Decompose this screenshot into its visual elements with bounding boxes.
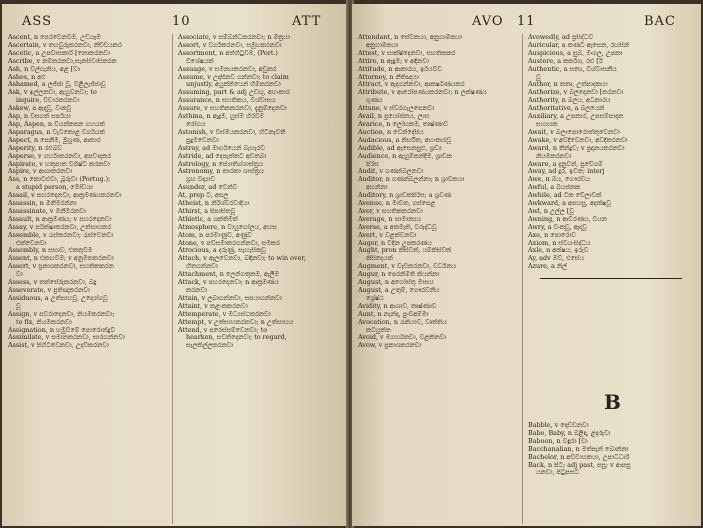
dictionary-entry-line: වූ [536, 73, 541, 81]
dictionary-entry-line: හිතගන්නවා [186, 263, 218, 271]
left-page [2, 4, 348, 526]
dictionary-entry-line: Attaint, v කළංකකරනවා [178, 302, 248, 310]
dictionary-entry-line: Aver, v සහතිකකරනවා [358, 207, 423, 215]
dictionary-entry-line: Auction, n වෙන්දේසිය [358, 128, 424, 136]
dictionary-entry-line: Attemperate, v මධ්‍යස්ථකරනවා [178, 310, 271, 318]
dictionary-entry-line: පිරිස [366, 160, 379, 168]
dictionary-entry-line: Aspect, n පෙනීම, මුහුණ, ආකාර [8, 136, 101, 144]
dictionary-entry-line: Assuming, part & adj උඩඟු, අහංකාර [178, 89, 290, 97]
dictionary-entry-line: Attitude, n ආකාරය, ඉරියව්ව [358, 65, 442, 73]
dictionary-entry-line: Auditory, n ශ්‍රාවකපිරිස; a ශ්‍රවණ [358, 192, 451, 200]
dictionary-entry-line: Awning, n ආවරණය, වියන [528, 215, 607, 223]
dictionary-entry-line: Averse, a අකමැති, විරුද්ධවූ [358, 223, 437, 231]
dictionary-entry-line: පුදුමවෙනවා [186, 136, 219, 144]
dictionary-entry-line: Auricular, a කණට ඇසෙන, රහසින් [528, 41, 630, 49]
dictionary-entry-line: Assuage, v සමනයකරනවා, අඩුකර [178, 65, 277, 73]
dictionary-entry-line: Atone, v පව්සමාකරගන්නවා, සමකර [178, 239, 280, 247]
header-right-guide-word: BAC [644, 14, 676, 29]
dictionary-entry-line: Augur, n පෙරනිමිති කියන්නා [358, 271, 440, 279]
dictionary-entry-line: Ascribe, v නම්කරනවා,සැනසිවාසිකරන [8, 57, 117, 65]
dictionary-entry-line: Authoritative, a බලයෙන් [528, 105, 605, 113]
right-page [352, 4, 701, 526]
dictionary-entry-line: Away, ad දුර, ඉවත; interj [528, 168, 605, 176]
dictionary-entry-line: Asthma, n ඇදුම, හුස්ම හිරවීම [178, 113, 265, 121]
dictionary-entry-line: Babe, Baby, n බිළිඳා, ළදරුවා [528, 429, 611, 437]
dictionary-entry-line: Bacchanalian, n මත්පැන් බොන්නා [528, 445, 629, 453]
dictionary-entry-line: Ashes, n අළු [8, 73, 46, 81]
dictionary-entry-line: Avow, v ප්‍රකාශකරනවා [358, 342, 422, 350]
dictionary-entry-line: Avoid, v මගහරිනවා, වළකිනවා [358, 334, 447, 342]
dictionary-entry-line: Assignation, n හමුවීමේ පොරොන්දුව [8, 326, 115, 334]
dictionary-entry-line: Attachment, n ලෙන්ගතුකම, ඇලීම [178, 271, 279, 279]
dictionary-entry-line: Assent, n එකඟවීම; v අනුමතකරනවා [8, 255, 114, 263]
dictionary-entry-line: Baboon, n වඳුරා [වා [528, 437, 588, 445]
dictionary-entry-line: Average, n සාමාන්‍යය [358, 215, 422, 223]
dictionary-entry-line: විශේෂයක් [186, 57, 214, 65]
dictionary-entry-line: Attune, v ස්වරගැලපෙනවා [358, 105, 435, 113]
dictionary-entry-line: Asp, Aspen, n වියන්කපන ගහයක් [8, 120, 105, 128]
dictionary-entry-line: hearken, සවන්දෙනවා; to regard, [186, 334, 287, 342]
right-page-column-2 [528, 34, 696, 271]
dictionary-entry-line: Avidity, n ආශාව, තෘෂ්ණාව [358, 302, 437, 310]
dictionary-entry-line: Avowedly, ad ප්‍රසිද්ධව [528, 34, 594, 41]
dictionary-entry-line: Ascent, n පෙරවෙනවීම, උඩයෑම [8, 34, 101, 41]
dictionary-entry-line: Axiom, n ස්වයංසිද්ධිය [528, 239, 591, 247]
dictionary-entry-line: Audible, ad ඇසෙනසුළු, ශ්‍රව්‍ය [358, 144, 442, 152]
dictionary-entry-line: Attract, v ඇදගන්නවා, ආකර්ෂණයකර [358, 81, 465, 89]
dictionary-entry-line: Assume, v උදාසීනව ගන්නවා; to claim [178, 73, 289, 81]
dictionary-entry-line: Assist, v පිහිටවෙනවා, උදව්කරනවා [8, 342, 109, 350]
dictionary-entry-line: inquire, විචාරකරනවා [16, 97, 80, 105]
dictionary-entry-line: Authentic, a සත්‍ය, විශ්වාසනීය [528, 65, 617, 73]
dictionary-entry-line: Assiduous, a උත්සාහවූ, උද්‍යෝගවූ [8, 294, 108, 302]
dictionary-entry-line: Award, n තීන්දුව; v ප්‍රදානයකරනවා [528, 144, 625, 152]
dictionary-entry-line: Authorize, v බලදෙනවා [කරනවා [528, 89, 624, 97]
dictionary-entry-line: Assassin, n මිනීමරන්නා [8, 200, 77, 208]
dictionary-entry-line: Asparagus, n වැටකොළ වර්ගයක් [8, 128, 105, 136]
dictionary-entry-line: Ay, adv ඔව්, එසේය [528, 255, 584, 263]
dictionary-entry-line: Astronomy, n තාරකා ශාස්ත්‍රය [178, 168, 264, 176]
dictionary-entry-line: Attack, v පහරදෙනවා; n ආක්‍රමණය [178, 279, 279, 287]
dictionary-entry-line: ශ්‍රේෂ්ඨ [366, 294, 384, 302]
dictionary-entry-line: ගුණය [366, 97, 383, 105]
left-page-column-1 [8, 34, 170, 350]
dictionary-entry-line: නියමකරනවා [536, 152, 572, 160]
dictionary-entry-line: Avarice, n ලෝභකම, තෘෂ්ණාව [358, 120, 449, 128]
header-left-guide-word: AVO [472, 14, 504, 29]
dictionary-entry-line: කරනවා [186, 287, 207, 294]
dictionary-entry-line: Augment, v වැඩිකරනවා, වර්ධනය [358, 263, 457, 271]
dictionary-entry-line: Auspicious, a සුබ, මංගල, උපකා [528, 49, 623, 57]
dictionary-entry-line: Assign, v පවරාදෙනවා, නියමකරනවා; [8, 310, 115, 318]
dictionary-entry-line: Auditor, n ගණන්බලන්නා; n ශ්‍රාවකයා [358, 176, 465, 184]
dictionary-entry-line: Avenue, n මාවත, ගස්පෙළ [358, 200, 436, 208]
dictionary-entry-line: Awkward, a අපහසු, අදක්ෂවූ [528, 200, 611, 208]
dictionary-entry-line: Avocation, n රැකියාව, වෘත්තිය [358, 318, 447, 326]
dictionary-entry-line: කටයුත්ත [366, 326, 391, 334]
dictionary-entry-line: Bachelor, n අවිවාහකයා, උපාධිධාරී [528, 453, 630, 461]
dictionary-entry-line: Assurance, n සහතිකය, විශ්වාසය [178, 97, 276, 105]
dictionary-entry-line: Axe, n පොරොව [528, 231, 576, 239]
dictionary-entry-line: Atrocious, a දරුණු, සැහැසිකවූ [178, 247, 266, 255]
dictionary-entry-line: Associate, v සම්බන්ධකරනවා; n මිත්‍රයා [178, 34, 290, 41]
dictionary-entry-line: එක්වෙනවා [16, 239, 47, 247]
dictionary-entry-line: Atheist, n නිරීශ්වරවාදියා [178, 200, 250, 208]
dictionary-entry-line: සැලකිල්ලකරනවා [186, 342, 234, 350]
dictionary-entry-line: Awful, a බියජනක [528, 184, 581, 192]
dictionary-entry-line: Audience, n ඇහුම්කන්දීම, ශ්‍රාවක [358, 152, 452, 160]
dictionary-entry-line: Author, n කතෘ, උත්පාදකයා [528, 81, 608, 89]
dictionary-entry-line: Attorney, n නීතිඥයා [358, 73, 419, 81]
dictionary-entry-line: a stupid person, මෝඩයා [16, 184, 93, 192]
dictionary-entry-line: unjustly, අයුක්තියෙන් හිමිකරනවා [186, 81, 281, 89]
dictionary-entry-line: Ash, n වල්ගැනිය, අළ [වා [8, 65, 80, 73]
dictionary-entry-line: Asperse, v ගර්හාකරනවා, අපවාදකර [8, 152, 111, 160]
dictionary-entry-line: Attend, v පරෙස්සම්වෙනවා; to [178, 326, 268, 334]
dictionary-entry-line: Asunder, ad වෙන්ව [178, 184, 238, 192]
dictionary-entry-line: Aunt, n නැන්දා, පුංචිඅම්මා [358, 310, 429, 318]
dictionary-entry-line: Auxiliary, a උපකාර, උපසම්පාදක [528, 113, 624, 121]
dictionary-entry-line: වා [16, 271, 23, 279]
dictionary-entry-line: Authority, n බලය, අධිකාරය [528, 97, 611, 105]
dictionary-entry-line: Axle, n අක්ෂය, ඉරුව [528, 247, 589, 255]
dictionary-entry-line: Assault, n ආක්‍රමණය; v පහරදෙනවා [8, 215, 112, 223]
page-number: 11 [517, 14, 536, 29]
dictionary-entry-line: Aspire, v ආශාකරනවා [8, 168, 73, 176]
page-number: 10 [172, 14, 191, 29]
dictionary-entry-line: Assess, v තක්සේරුකරනවා, බදු [8, 279, 97, 287]
dictionary-entry-line: Astride, ad දෙපැත්තට අඩිතබා [178, 152, 267, 160]
dictionary-entry-line: Babble, v දොඩවනවා [528, 422, 589, 429]
dictionary-entry-line: Assemble, v රැස්කරනවා; රැස්වෙනවා [8, 231, 114, 239]
right-page-column-2-b-section [528, 422, 696, 477]
dictionary-entry-line: Azure, a නිල් [528, 263, 567, 271]
dictionary-entry-line: Await, v බලාපොරොත්තුවෙනවා [528, 128, 620, 136]
dictionary-entry-line: At, prep ට, අසල [178, 192, 229, 200]
dictionary-entry-line: අනුගාමිකයා [366, 41, 399, 49]
dictionary-entry-line: Attempt, v උත්සාහකරනවා; n උත්සාහය [178, 318, 294, 326]
dictionary-entry-line: Athirst, a පිපාසිතවූ [178, 207, 236, 215]
dictionary-entry-line: Ask, v ඉල්ලනවා, ඇහුවනවා; to [8, 89, 97, 97]
section-letter-heading: B [604, 390, 621, 414]
section-divider-line [540, 278, 682, 279]
dictionary-entry-line: කිසිදෙයක් [366, 255, 393, 263]
dictionary-entry-line: August, n අගෝස්තු මාසය [358, 279, 434, 287]
dictionary-entry-line: Attach, v ඇලවෙනවා, බඳිනවා; to win over, [178, 255, 306, 263]
dictionary-entry-line: Assay, v පරීක්ෂාකරනවා, උත්සාහකර [8, 223, 112, 231]
dictionary-entry-line: to fix, නියමකරනවා [16, 318, 72, 326]
dictionary-entry-line: Aware, a දැනුවත්, ප්‍රවේශම් [528, 160, 603, 168]
dictionary-entry-line: Awry, a වංකවූ, ඇදවූ [528, 223, 587, 231]
dictionary-entry-line: සහායක [536, 120, 558, 128]
dictionary-entry-line: Assure, v සහතිකකරනවා, දැනුම්දෙනවා [178, 105, 287, 113]
dictionary-entry-line: Austere, a කර්කශ, රළු [රී [528, 57, 603, 65]
dictionary-entry-line: Audacious, a නිර්භීත, අහංකාරවූ [358, 136, 452, 144]
dictionary-entry-line: Attest, v සාක්ෂිදෙනවා, සහතිකකර [358, 49, 456, 57]
dictionary-entry-line: Assert, v ප්‍රකාශකරනවා, සහතිකකරන [8, 263, 114, 271]
dictionary-entry-line: Assassinate, v මිනීමරනවා [8, 207, 86, 215]
dictionary-entry-line: Avail, n ප්‍රයෝජනය, ලාභ [358, 113, 430, 121]
dictionary-entry-line: Asseverate, v ප්‍රතිඥාකරනවා [8, 287, 90, 294]
header-right-guide-word: ATT [292, 14, 322, 29]
dictionary-entry-line: ග්‍රහ විද්‍යාව [186, 176, 215, 184]
dictionary-entry-line: Astray, ad මාර්ගයෙන් බැහැරව [178, 144, 265, 152]
dictionary-entry-line: Ass, n කොටළුවා, බූරුවා (Portug.); [8, 176, 111, 184]
dictionary-entry-line: Ashamed, a ලජ්ජා වූ, විළිලැජ්ජාවූ [8, 81, 106, 89]
dictionary-entry-line: Attribute, v ආරෝපණයකරනවා; n ලක්ෂණය [358, 89, 487, 97]
dictionary-entry-line: Ascertain, v තහවුරුකරනවා, නිච්චයකර [8, 41, 122, 49]
dictionary-entry-line: යනවා, පිටුපසට [536, 469, 579, 477]
dictionary-entry-line: Asp, n වසගත් සර්පයා [8, 113, 71, 121]
dictionary-entry-line: Atom, n පරමාණුව, අණුව [178, 231, 252, 239]
dictionary-entry-line: Assortment, n අත්හිටුවීම, (Port.) [178, 49, 278, 57]
dictionary-entry-line: Avert, v වළක්වනවා [358, 231, 417, 239]
dictionary-entry-line: Assimilate, v සමානකරනවා, සාරගන්නවා [8, 334, 125, 342]
dictionary-entry-line: Assembly, n සභාව, එකතුවීම [8, 247, 93, 255]
dictionary-entry-line: Askew, a ඇදවූ, වංකවූ [8, 105, 72, 113]
dictionary-entry-line: Audit, v ගණන්බලනවා [358, 168, 424, 176]
dictionary-entry-line: Asperity, n රළුබව [8, 144, 62, 152]
dictionary-entry-line: Aught, pron කිසිවක්, යම්කිසිවක් [358, 247, 452, 255]
dictionary-entry-line: Assort, v වර්ගකරනවා, සමූහකරනවා [178, 41, 282, 49]
column-rule [522, 34, 523, 524]
dictionary-entry-line: Awe, n බිය, ගෞරවය [528, 176, 590, 184]
dictionary-entry-line: Ascetic, a උපවාසකාරී [නොකරනවා [8, 49, 111, 57]
dictionary-entry-line: Attain, v ලබාගන්නවා, සපයාගන්නවා [178, 294, 282, 302]
right-page-column-1 [358, 34, 520, 350]
dictionary-entry-line: August, a උතුම්, ගෞරවනීය [358, 287, 440, 294]
dictionary-entry-line: Aspirate, v හතුපාත විශිෂ්ට කරනවා [8, 160, 110, 168]
dictionary-entry-line: රෝගය [186, 120, 206, 128]
dictionary-entry-line: Attendant, n සේවකයා, අනුගාමිකයා [358, 34, 463, 41]
dictionary-entry-line: Back, n පිට; adj past, පසු; v ආපසු [528, 461, 631, 469]
header-left-guide-word: ASS [22, 14, 52, 29]
dictionary-entry-line: අහන්නා [366, 184, 388, 192]
column-rule [172, 34, 173, 524]
dictionary-entry-line: Atmosphere, n වායුගෝලය, අහස [178, 223, 277, 231]
dictionary-entry-line: Auger, n විදින උපකරණය [358, 239, 432, 247]
dictionary-entry-line: වූ [16, 302, 21, 310]
dictionary-entry-line: Attire, n ඇඳුම; v අඳිනවා [358, 57, 430, 65]
dictionary-entry-line: Awake, v අවදිවෙනවා, අවදිකරනවා [528, 136, 628, 144]
dictionary-entry-line: Athletic, a ශක්තිමත් [178, 215, 238, 223]
dictionary-entry-line: Astonish, v විස්මයකරනවා, හිටිනැවතී [178, 128, 286, 136]
dictionary-entry-line: Awhile, ad ටික වේලාවක් [528, 192, 602, 200]
dictionary-entry-line: Astrology, n ජ්‍යොතිශ්ශාස්ත්‍රය [178, 160, 264, 168]
dictionary-entry-line: Awl, n උල්ල [වූ [528, 207, 574, 215]
dictionary-entry-line: Assail, v පහරදෙනවා, ආක්‍රමණයකරනවා [8, 192, 122, 200]
left-page-column-2 [178, 34, 344, 350]
